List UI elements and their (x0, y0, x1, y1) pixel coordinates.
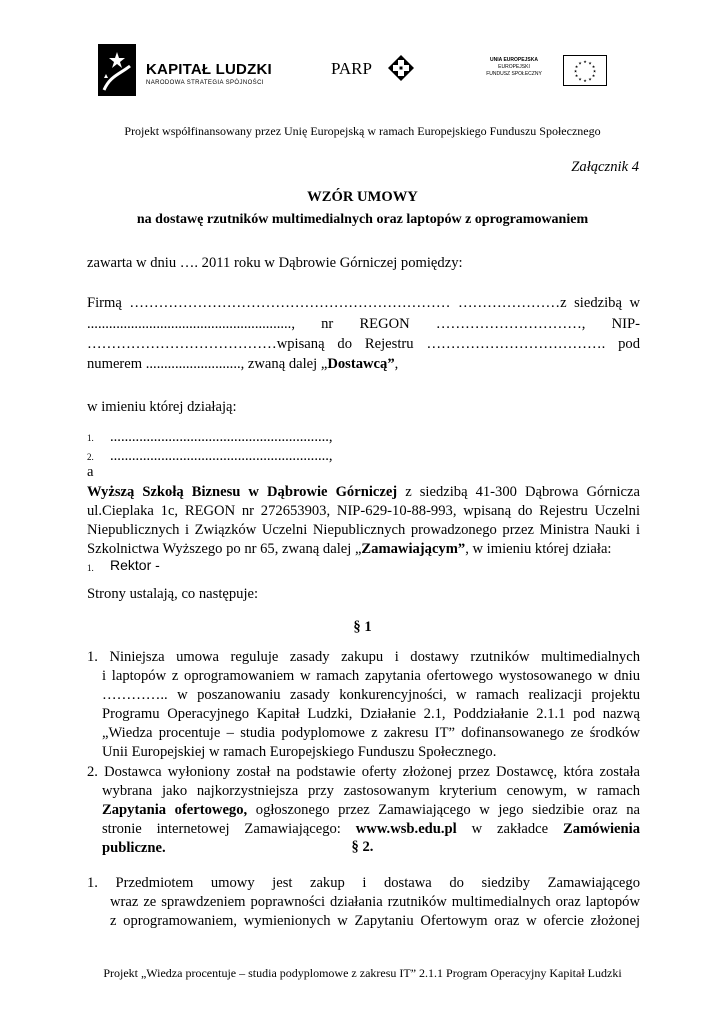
firm-line-4-pre: numerem .........................., zwaną dalej „ (87, 356, 328, 372)
s1-item2-line-4 (102, 820, 640, 839)
firm-line-4-post: , (394, 356, 399, 372)
firm-line-3: …………………………………wpisaną do Rejestru ………………………………. pod (87, 336, 640, 352)
s2-item1-line-1: 1. Przedmiotem umowy jest zakup i dostawa do siedziby Zamawiającego (87, 875, 640, 891)
s1-item1-line-5: „Wiedza procentuje – studia podyplomowe z zakresu IT” dofinansowanego ze środków (102, 725, 640, 741)
s1-item2-line-3 (102, 801, 640, 820)
s1-item2-line-1: 2. Dostawca wyłoniony został na podstawie oferty złożonej przez Dostawcę, która została (87, 764, 640, 780)
rector-number: 1. (87, 563, 94, 573)
svg-text:★: ★ (588, 60, 592, 66)
cofinancing-note: Projekt współfinansowany przez Unię Europejską w ramach Europejskiego Funduszu Społecznego (124, 124, 601, 138)
s1-item2-line-3-rest: ogłoszonego przez Zamawiającego w jego siedzibie oraz na (247, 802, 640, 818)
s1-item2-line-2: wybrana jako najkorzystniejsza przy zastosowanym kryterium cenowym, w ramach (102, 783, 640, 799)
svg-text:★: ★ (583, 59, 587, 64)
s1-item1-line-2: i laptopów z oprogramowaniem w ramach zapytania ofertowego wystosowanego w dniu (102, 668, 640, 684)
kapital-ludzki-subtitle: NARODOWA STRATEGIA SPÓJNOŚCI (146, 80, 264, 86)
eu-line-1: UNIA EUROPEJSKA (490, 57, 538, 63)
firm-line-1: Firmą ………………………………………………………… …………………z siedzibą w (87, 295, 640, 311)
s1-item1-line-6: Unii Europejskiej w ramach Europejskiego Funduszu Społecznego. (102, 744, 497, 760)
section-2-heading: § 2. (351, 839, 374, 855)
and-word: a (87, 464, 94, 480)
rep-2-number: 2. (87, 452, 94, 462)
parties-agree: Strony ustalają, co następuje: (87, 586, 259, 602)
kapital-ludzki-emblem (98, 44, 136, 96)
tab-term: Zamówienia (562, 821, 640, 837)
rep-1-number: 1. (87, 433, 94, 443)
school-line-1-rest: z siedzibą 41-300 Dąbrowa Górnicza (397, 484, 640, 500)
s1-item1-line-3: ………….. w poszanowaniu zasady konkurencyjności, w ramach realizacji projektu (102, 687, 640, 703)
school-line-4-post: , w imieniu której działa: (465, 541, 612, 557)
page-footer: Projekt „Wiedza procentuje – studia podyplomowe z zakresu IT” 2.1.1 Program Operacyjny Kapitał Ludzki (103, 966, 622, 980)
svg-text:★: ★ (578, 76, 582, 82)
supplier-term: Dostawcą” (327, 356, 395, 372)
svg-text:★: ★ (574, 73, 579, 78)
attachment-label: Załącznik 4 (571, 159, 639, 175)
parp-logo-text: PARP (331, 59, 372, 78)
svg-text:★: ★ (578, 60, 582, 66)
eu-flag-icon (563, 55, 607, 86)
inquiry-term: Zapytania ofertowego, (102, 802, 248, 818)
logo-bar (0, 38, 725, 108)
buyer-term: Zamawiającym” (361, 541, 466, 557)
document-title: WZÓR UMOWY (307, 189, 418, 205)
s1-item1-line-1: 1. Niniejsza umowa reguluje zasady zakupu i dostawy rzutników multimedialnych (87, 649, 640, 665)
school-name: Wyższą Szkołą Biznesu w Dąbrowie Górniczej (87, 484, 398, 500)
s2-item1-line-3: z oprogramowaniem, wymienionych w Zapytaniu Ofertowym oraz w ofercie złożonej (110, 913, 640, 929)
eu-line-2: EUROPEJSKI (498, 64, 530, 70)
school-line-4-pre: Szkolnictwa Wyższego po nr 65, zwaną dalej „ (87, 541, 362, 557)
rector-text: Rektor - (110, 557, 160, 573)
kapital-ludzki-title: KAPITAŁ LUDZKI (146, 61, 272, 78)
svg-text:★: ★ (588, 76, 592, 82)
firm-line-4 (87, 355, 640, 374)
s1-item2-line-4-mid: w zakładce (456, 821, 563, 837)
eu-logo-text (470, 57, 558, 78)
parp-logo-icon (388, 55, 414, 81)
svg-text:★: ★ (574, 64, 579, 69)
eu-line-3: FUNDUSZ SPOŁECZNY (486, 71, 542, 77)
rep-2-text: ............................................................, (110, 448, 333, 464)
on-behalf-line: w imieniu której działają: (87, 399, 237, 415)
svg-text:★: ★ (591, 73, 596, 78)
website-link[interactable]: www.wsb.edu.pl (355, 821, 457, 837)
school-line-3: Niepublicznych i Związków Uczelni Niepublicznych prowadzonego przez Ministra Nauki i (87, 522, 640, 538)
firm-line-2: ........................................................, nr REGON …………………………, NIP- (87, 316, 640, 332)
svg-text:★: ★ (592, 68, 597, 74)
s2-item1-line-2: wraz ze sprawdzeniem poprawności działania rzutników multimedialnych oraz laptopów (110, 894, 640, 910)
rep-1-text: ............................................................, (110, 429, 333, 445)
document-subtitle: na dostawę rzutników multimedialnych oraz laptopów z oprogramowaniem (136, 212, 589, 227)
s1-item2-line-4-pre: stronie internetowej Zamawiającego: (102, 821, 356, 837)
school-line-2: ul.Cieplaka 1c, REGON nr 272653903, NIP-629-10-88-993, wpisaną do Rejestru Uczelni (87, 503, 640, 519)
svg-text:★: ★ (583, 78, 587, 83)
svg-text:★: ★ (573, 68, 578, 74)
public-procurement-term: publiczne. (102, 840, 166, 856)
svg-text:★: ★ (591, 64, 596, 69)
s1-item1-line-4: Programu Operacyjnego Kapitał Ludzki, Działanie 2.1, Poddziałanie 2.1.1 pod nazwą (102, 706, 640, 722)
section-1-heading: § 1 (353, 619, 372, 635)
school-line-1 (87, 483, 640, 502)
intro-line: zawarta w dniu …. 2011 roku w Dąbrowie Górniczej pomiędzy: (87, 255, 463, 271)
